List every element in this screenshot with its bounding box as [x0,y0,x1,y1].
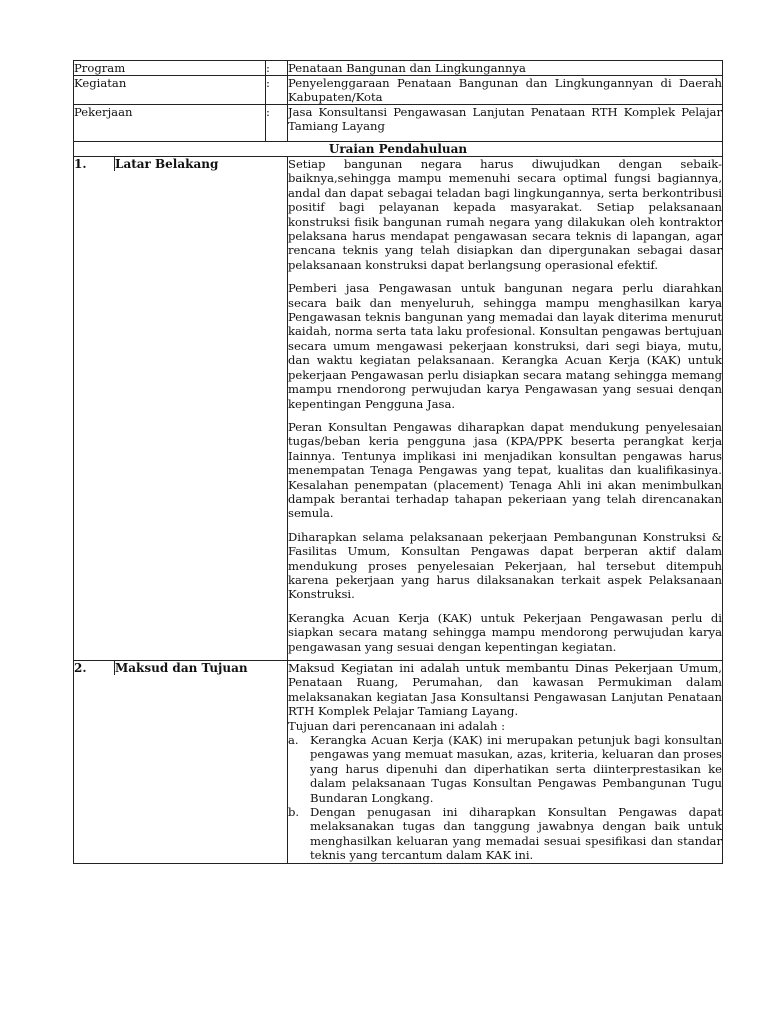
list-marker: a. [288,733,299,748]
kegiatan-label: Kegiatan [74,76,266,105]
pekerjaan-value: Jasa Konsultansi Pengawasan Lanjutan Penataan RTH Komplek Pelajar Tamiang Layang [288,105,723,142]
list-text: Dengan penugasan ini diharapkan Konsultan Pengawas dapat melaksanakan tugas dan tanggung jawabnya dengan baik untuk menghasilkan keluaran yang memadai sesuai spesifikasi dan standar teknis yang tercantum dalam KAK ini. [310,805,722,863]
program-colon: : [266,61,288,76]
list-text: Kerangka Acuan Kerja (KAK) ini merupakan petunjuk bagi konsultan pengawas yang memuat masukan, azas, kriteria, keluaran dan proses yang harus dipenuhi dan diperhatikan serta diinterprestasikan ke dalam pelaksanaan Tugas Konsultan Pengawas Pembangunan Tugu Bundaran Longkang. [310,733,722,805]
paragraph: Peran Konsultan Pengawas diharapkan dapat mendukung penyelesaian tugas/beban keria pengguna jasa (KPA/PPK beserta perangkat kerja Iainnya. Tentunya implikasi ini menjadikan konsultan pengawas harus menempatan Tenaga Pengawas yang tepat, kualitas dan kualifikasinya. Kesalahan penempatan (placement) Tenaga Ahli ini akan menimbulkan dampak berantai terhadap tahapan pekeriaan yang telah direncanakan semula. [288,419,722,521]
header-row-program [74,61,723,76]
pekerjaan-colon: : [266,105,288,142]
kak-table [73,60,723,864]
section-title: Uraian Pendahuluan [74,142,723,157]
paragraph: Diharapkan selama pelaksanaan pekerjaan Pembangunan Konstruksi & Fasilitas Umum, Konsultan Pengawas dapat berperan aktif dalam mendukung proses penyelesaian Pekerjaan, hal tersebut ditempuh karena pekerjaan yang harus dilaksanakan terkait aspek Pelaksanaan Konstruksi. [288,529,722,602]
list-lead: Tujuan dari perencanaan ini adalah : [288,718,506,733]
section-heading: Maksud dan Tujuan [115,661,288,675]
kegiatan-value: Penyelenggaraan Penataan Bangunan dan Lingkungannyan di Daerah Kabupaten/Kota [288,76,722,104]
section-row-maksud-tujuan [74,661,723,864]
section-number: 2. [74,661,87,675]
pekerjaan-label: Pekerjaan [74,105,266,142]
paragraph: Maksud Kegiatan ini adalah untuk membantu Dinas Pekerjaan Umum, Penataan Ruang, Perumahan, dan kawasan Permukiman dalam melaksanakan kegiatan Jasa Konsultansi Pengawasan Lanjutan Penataan RTH Komplek Pelajar Tamiang Layang. [288,661,722,719]
section-heading: Latar Belakang [115,157,288,171]
objective-list [288,733,722,863]
header-row-pekerjaan [74,105,723,142]
section-body [288,157,723,661]
section-body [288,661,723,864]
paragraph: Setiap bangunan negara harus diwujudkan dengan sebaik-baiknya,sehingga mampu memenuhi secara optimal fungsi bagiannya, andal dan dapat sebagai teladan bagi lingkungannya, serta berkontribusi positif bagi pelayanan kepada masyarakat. Setiap pelaksanaan konstruksi fisik bangunan rumah negara yang dilakukan oleh kontraktor pelaksana harus mendapat pengawasan secara teknis di lapangan, agar rencana teknis yang telah disiapkan dan dipergunakan sebagai dasar pelaksanaan konstruksi dapat berlangsung operasional efektif. [288,157,722,272]
paragraph: Pemberi jasa Pengawasan untuk bangunan negara perlu diarahkan secara baik dan menyeluruh, sehingga mampu menghasilkan karya Pengawasan teknis bangunan yang memadai dan layak diterima menurut kaidah, norma serta tata laku profesional. Konsultan pengawas bertujuan secara umum mengawasi pekerjaan konstruksi, dari segi biaya, mutu, dan waktu kegiatan pelaksanaan. Kerangka Acuan Kerja (KAK) untuk pekerjaan Pengawasan perlu disiapkan secara matang sehingga memang mampu rnendorong perwujudan karya Pengawasan yang sesuai denqan kepentingan Pengguna Jasa. [288,281,722,411]
list-item [288,733,722,805]
paragraph: Kerangka Acuan Kerja (KAK) untuk Pekerjaan Pengawasan perlu di siapkan secara matang sehingga mampu mendorong perwujudan karya pengawasan yang sesuai dengan kepentingan kegiatan. [288,610,722,654]
program-label: Program [74,61,266,76]
section-title-row [74,142,723,157]
document-page [73,60,722,864]
list-marker: b. [288,805,300,820]
section-row-latar-belakang [74,157,723,661]
header-row-kegiatan [74,76,723,105]
program-value: Penataan Bangunan dan Lingkungannya [288,61,723,76]
kegiatan-colon: : [266,76,288,105]
list-item [288,805,722,863]
section-number: 1. [74,157,87,171]
